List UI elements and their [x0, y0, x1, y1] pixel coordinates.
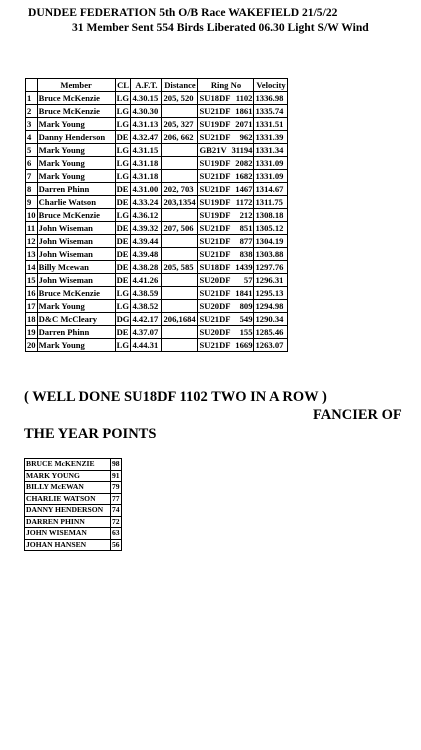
points-row	[25, 459, 122, 471]
aft-cell: 4.31.18	[131, 157, 162, 170]
distance-cell: 207, 506	[162, 222, 198, 235]
points-cell: 72	[112, 516, 120, 526]
points-cell: 77	[112, 493, 120, 503]
ring-cell	[198, 157, 254, 170]
velocity-cell: 1290.34	[254, 313, 288, 326]
velocity-cell: 1294.98	[254, 300, 288, 313]
aft-cell: 4.31.00	[131, 183, 162, 196]
ring-prefix: SU19DF	[199, 158, 231, 168]
fancier-name-cell: DANNY HENDERSON	[25, 505, 111, 517]
ring-cell	[198, 261, 254, 274]
points-cell: 63	[112, 528, 120, 537]
ring-prefix: SU20DF	[199, 327, 231, 337]
ring-number: 1467	[235, 184, 253, 194]
position-cell: 20	[27, 340, 36, 350]
class-cell: LG	[116, 145, 130, 155]
well-done-note: ( WELL DONE SU18DF 1102 TWO IN A ROW )	[24, 389, 327, 405]
distance-cell: 205, 585	[162, 261, 198, 274]
distance-cell	[162, 209, 198, 222]
points-row	[25, 505, 122, 517]
class-cell: LG	[116, 301, 130, 311]
position-cell: 19	[27, 327, 36, 337]
ring-cell	[198, 287, 254, 300]
ring-prefix: SU21DF	[199, 288, 231, 298]
position-cell: 10	[27, 210, 36, 220]
member-cell: Mark Young	[37, 118, 115, 131]
table-row	[26, 196, 288, 209]
position-cell: 2	[26, 105, 38, 118]
distance-cell	[162, 287, 198, 300]
velocity-cell: 1305.12	[254, 222, 288, 235]
position-cell: 12	[27, 236, 36, 246]
ring-cell	[198, 313, 254, 326]
ring-prefix: SU19DF	[199, 197, 231, 207]
points-row	[25, 539, 122, 551]
fancier-name-cell: JOHN WISEMAN	[25, 528, 111, 540]
velocity-cell: 1311.75	[254, 196, 288, 209]
position-cell: 15	[27, 275, 36, 285]
fancier-name-cell: DARREN PHINN	[25, 516, 111, 528]
distance-cell	[162, 157, 198, 170]
aft-cell: 4.39.48	[131, 248, 162, 261]
ring-number: 809	[239, 301, 253, 311]
points-row	[25, 470, 122, 482]
results-table	[25, 78, 288, 352]
class-cell: DE	[115, 248, 131, 261]
ring-number: 1841	[235, 288, 253, 298]
aft-cell: 4.30.15	[131, 92, 162, 105]
table-row	[26, 222, 288, 235]
aft-cell: 4.33.24	[131, 196, 162, 209]
col-header-distance: Distance	[162, 79, 198, 92]
velocity-cell: 1331.39	[254, 131, 288, 144]
position-cell: 6	[26, 157, 38, 170]
ring-cell	[198, 170, 254, 183]
aft-cell: 4.44.31	[131, 339, 162, 352]
aft-cell: 4.39.32	[131, 222, 162, 235]
class-cell: LG	[116, 171, 130, 181]
distance-cell	[162, 170, 198, 183]
col-header-velocity: Velocity	[254, 79, 288, 92]
points-row	[25, 528, 122, 540]
member-cell: Mark Young	[37, 300, 115, 313]
class-cell: LG	[116, 119, 130, 129]
member-cell: John Wiseman	[37, 248, 115, 261]
member-cell: John Wiseman	[37, 235, 115, 248]
ring-prefix: SU18DF	[199, 93, 231, 103]
class-cell: LG	[116, 210, 130, 220]
col-header-ring: Ring No	[198, 79, 254, 92]
ring-number: 212	[239, 210, 253, 220]
ring-prefix: SU21DF	[199, 314, 231, 324]
velocity-cell: 1335.74	[254, 105, 288, 118]
position-cell: 4	[26, 131, 38, 144]
member-cell: John Wiseman	[37, 274, 115, 287]
ring-cell	[198, 196, 254, 209]
ring-number: 1861	[235, 106, 253, 116]
member-cell: Bruce McKenzie	[37, 105, 115, 118]
distance-cell	[162, 274, 198, 287]
aft-cell: 4.37.07	[131, 326, 162, 339]
fancier-name-cell: CHARLIE WATSON	[25, 493, 111, 505]
ring-number: 962	[239, 132, 253, 142]
aft-cell: 4.36.12	[131, 209, 162, 222]
member-cell: Billy Mcewan	[37, 261, 115, 274]
table-row	[26, 274, 288, 287]
position-cell: 3	[26, 118, 38, 131]
ring-prefix: SU21DF	[199, 249, 231, 259]
ring-number: 838	[239, 249, 253, 259]
distance-cell: 205, 327	[162, 118, 198, 131]
points-table	[24, 458, 122, 551]
position-cell: 9	[26, 196, 38, 209]
position-cell: 16	[27, 288, 36, 298]
distance-cell	[162, 248, 198, 261]
points-row	[25, 516, 122, 528]
aft-cell: 4.38.59	[131, 287, 162, 300]
table-row	[26, 157, 288, 170]
member-cell: Darren Phinn	[37, 183, 115, 196]
position-cell: 1	[26, 92, 38, 105]
velocity-cell: 1295.13	[254, 287, 288, 300]
distance-cell	[162, 300, 198, 313]
position-cell: 7	[26, 170, 38, 183]
velocity-cell: 1331.51	[254, 118, 288, 131]
position-cell: 17	[27, 301, 36, 311]
table-row	[26, 144, 288, 157]
member-cell: Darren Phinn	[37, 326, 115, 339]
class-cell: DE	[115, 196, 131, 209]
class-cell: LG	[116, 288, 130, 298]
table-row	[26, 183, 288, 196]
aft-cell: 4.42.17	[131, 313, 162, 326]
table-row	[26, 313, 288, 326]
ring-prefix: SU21DF	[199, 132, 231, 142]
ring-cell	[198, 274, 254, 287]
aft-cell: 4.38.52	[131, 300, 162, 313]
race-title: DUNDEE FEDERATION 5th O/B Race WAKEFIELD 21/5/22	[28, 6, 338, 19]
fancier-name-cell: BILLY McEWAN	[25, 482, 111, 494]
aft-cell: 4.39.44	[131, 235, 162, 248]
distance-cell: 202, 703	[162, 183, 198, 196]
position-cell: 13	[27, 249, 36, 259]
col-header-position	[26, 79, 38, 92]
ring-prefix: SU20DF	[199, 275, 231, 285]
velocity-cell: 1297.76	[254, 261, 288, 274]
class-cell: DG	[116, 314, 130, 324]
fancier-name-cell: JOHAN HANSEN	[25, 539, 111, 551]
ring-cell	[198, 222, 254, 235]
table-row	[26, 235, 288, 248]
velocity-cell: 1336.98	[254, 92, 288, 105]
ring-cell	[198, 118, 254, 131]
ring-cell	[198, 183, 254, 196]
distance-cell: 205, 520	[162, 92, 198, 105]
class-cell: DE	[115, 261, 131, 274]
ring-number: 155	[239, 327, 253, 337]
class-cell: DE	[115, 183, 131, 196]
velocity-cell: 1296.31	[254, 274, 288, 287]
aft-cell: 4.31.15	[131, 144, 162, 157]
points-cell: 56	[112, 539, 120, 549]
position-cell: 11	[27, 223, 36, 233]
member-cell: Bruce McKenzie	[37, 92, 115, 105]
points-cell: 79	[112, 482, 120, 491]
points-cell: 91	[112, 470, 120, 480]
points-cell: 74	[112, 505, 120, 514]
ring-number: 851	[239, 223, 253, 233]
points-row	[25, 493, 122, 505]
col-header-member: Member	[37, 79, 115, 92]
velocity-cell: 1263.07	[254, 339, 288, 352]
ring-prefix: SU21DF	[199, 171, 231, 181]
results-header-row	[26, 79, 288, 92]
member-cell: Bruce McKenzie	[37, 287, 115, 300]
aft-cell: 4.38.28	[131, 261, 162, 274]
ring-prefix: SU19DF	[199, 210, 231, 220]
fancier-name-cell: MARK YOUNG	[25, 470, 111, 482]
table-row	[26, 131, 288, 144]
ring-cell	[198, 209, 254, 222]
class-cell: DE	[115, 274, 131, 287]
member-cell: D&C McCleary	[37, 313, 115, 326]
ring-number: 31194	[231, 145, 253, 155]
velocity-cell: 1331.09	[254, 170, 288, 183]
velocity-cell: 1308.18	[254, 209, 288, 222]
ring-prefix: SU21DF	[199, 223, 231, 233]
class-cell: LG	[116, 93, 130, 103]
ring-cell	[198, 131, 254, 144]
table-row	[26, 209, 288, 222]
ring-number: 1172	[235, 197, 253, 207]
ring-prefix: SU21DF	[199, 184, 231, 194]
class-cell: DE	[115, 222, 131, 235]
ring-number: 877	[239, 236, 253, 246]
distance-cell	[162, 144, 198, 157]
class-cell: DE	[115, 326, 131, 339]
aft-cell: 4.32.47	[131, 131, 162, 144]
distance-cell	[162, 339, 198, 352]
ring-cell	[198, 144, 254, 157]
class-cell: LG	[116, 158, 130, 168]
year-points-heading: THE YEAR POINTS	[24, 426, 157, 442]
ring-prefix: SU21DF	[199, 106, 231, 116]
velocity-cell: 1304.19	[254, 235, 288, 248]
position-cell: 18	[27, 314, 36, 324]
member-cell: Charlie Watson	[37, 196, 115, 209]
ring-cell	[198, 105, 254, 118]
ring-number: 57	[243, 275, 253, 285]
ring-prefix: SU18DF	[199, 262, 231, 272]
table-row	[26, 92, 288, 105]
table-row	[26, 287, 288, 300]
fancier-name-cell: BRUCE McKENZIE	[25, 459, 111, 471]
ring-prefix: GB21V	[199, 145, 227, 155]
table-row	[26, 261, 288, 274]
class-cell: LG	[116, 340, 130, 350]
table-row	[26, 339, 288, 352]
table-row	[26, 300, 288, 313]
points-row	[25, 482, 122, 494]
ring-number: 2082	[235, 158, 253, 168]
ring-cell	[198, 339, 254, 352]
class-cell: DE	[115, 131, 131, 144]
distance-cell: 206,1684	[162, 313, 198, 326]
position-cell: 14	[27, 262, 36, 272]
ring-number: 1669	[235, 340, 253, 350]
table-row	[26, 118, 288, 131]
member-cell: John Wiseman	[37, 222, 115, 235]
distance-cell	[162, 105, 198, 118]
class-cell: DE	[115, 235, 131, 248]
distance-cell	[162, 326, 198, 339]
table-row	[26, 248, 288, 261]
velocity-cell: 1331.34	[254, 144, 288, 157]
ring-prefix: SU20DF	[199, 301, 231, 311]
aft-cell: 4.31.18	[131, 170, 162, 183]
ring-number: 549	[239, 314, 253, 324]
distance-cell	[162, 235, 198, 248]
member-cell: Mark Young	[37, 157, 115, 170]
table-row	[26, 326, 288, 339]
aft-cell: 4.31.13	[131, 118, 162, 131]
ring-number: 1682	[235, 171, 253, 181]
ring-cell	[198, 235, 254, 248]
ring-cell	[198, 92, 254, 105]
fancier-of-heading: FANCIER OF	[313, 407, 402, 423]
ring-cell	[198, 248, 254, 261]
ring-number: 1439	[235, 262, 253, 272]
ring-prefix: SU21DF	[199, 236, 231, 246]
velocity-cell: 1314.67	[254, 183, 288, 196]
aft-cell: 4.30.30	[131, 105, 162, 118]
member-cell: Mark Young	[37, 144, 115, 157]
ring-prefix: SU21DF	[199, 340, 231, 350]
aft-cell: 4.41.26	[131, 274, 162, 287]
velocity-cell: 1303.88	[254, 248, 288, 261]
velocity-cell: 1285.46	[254, 326, 288, 339]
ring-cell	[198, 300, 254, 313]
ring-number: 2071	[235, 119, 253, 129]
table-row	[26, 170, 288, 183]
col-header-class: CL	[117, 80, 130, 90]
position-cell: 8	[26, 183, 38, 196]
distance-cell: 206, 662	[162, 131, 198, 144]
points-cell: 98	[112, 459, 120, 468]
col-header-aft: A.F.T.	[131, 79, 162, 92]
race-subtitle: 31 Member Sent 554 Birds Liberated 06.30 Light S/W Wind	[72, 21, 369, 34]
member-cell: Danny Henderson	[37, 131, 115, 144]
velocity-cell: 1331.09	[254, 157, 288, 170]
ring-number: 1102	[235, 93, 253, 103]
distance-cell: 203,1354	[162, 196, 198, 209]
table-row	[26, 105, 288, 118]
position-cell: 5	[26, 144, 38, 157]
member-cell: Bruce McKenzie	[37, 209, 115, 222]
ring-prefix: SU19DF	[199, 119, 231, 129]
member-cell: Mark Young	[37, 170, 115, 183]
member-cell: Mark Young	[37, 339, 115, 352]
ring-cell	[198, 326, 254, 339]
class-cell: LG	[116, 106, 130, 116]
